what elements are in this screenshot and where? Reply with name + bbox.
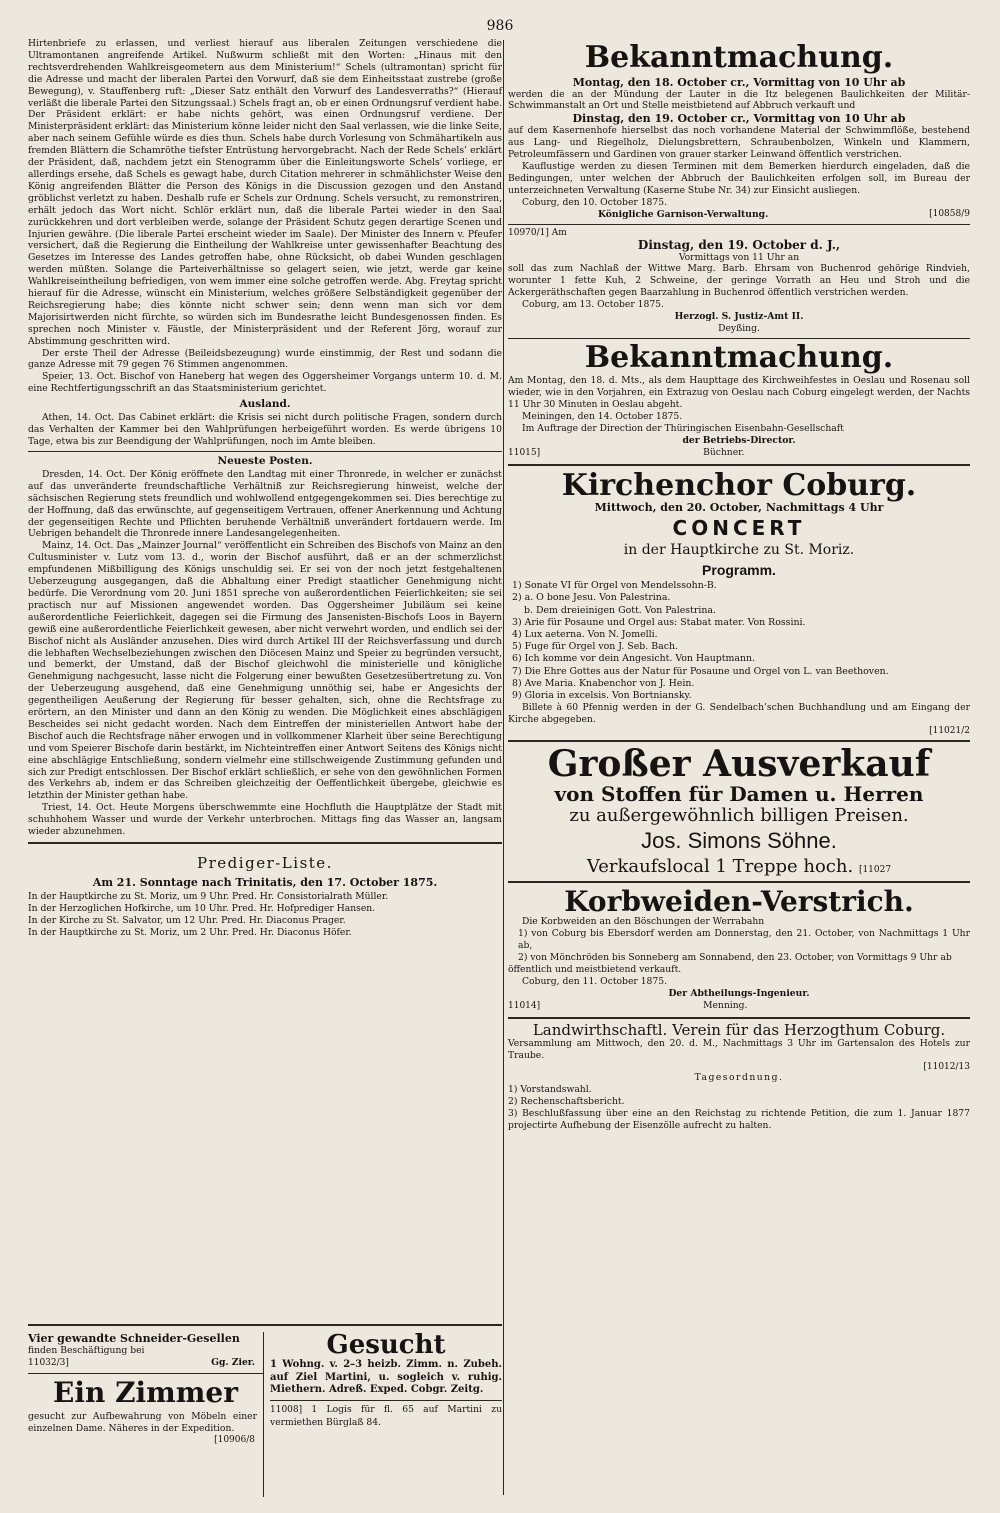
amt-signature: Herzogl. S. Justiz-Amt II. bbox=[674, 311, 804, 323]
bekanntmachung-title: Bekanntmachung. bbox=[584, 40, 894, 75]
page-number: 986 bbox=[486, 18, 514, 34]
divider bbox=[28, 1324, 502, 1326]
programm-list bbox=[508, 580, 970, 702]
bek1-date1: Montag, den 18. October cr., Vormittag von 10 Uhr ab bbox=[572, 75, 906, 89]
bek2-auftrag: Im Auftrage der Direction der Thüringischen Eisenbahn-Gesellschaft bbox=[522, 423, 844, 435]
korb-signature: Der Abtheilungs-Ingenieur. bbox=[668, 987, 810, 999]
ausverkauf-firm: Jos. Simons Söhne. bbox=[641, 827, 837, 853]
article-text: Triest, 14. Oct. Heute Morgens überschwemmte eine Hochfluth die Hauptplätze der Stadt mit schuhhohem Wasser und wurde der Verkehr unterbrochen. Mittags fing das Wasser an, langsam wieder abzunehmen. bbox=[28, 802, 502, 838]
bek1-signature: Königliche Garnison-Verwaltung. bbox=[598, 208, 769, 220]
left-column bbox=[28, 38, 502, 939]
schneider-footer bbox=[28, 1357, 263, 1370]
bek1-text: auf dem Kasernenhofe hierselbst das noch vorhandene Material der Schwimmflöße, bestehend aus Lang- und Riegelholz, Dielungsbrettern, Schraubenbolzen, Winkeln und Klammern, Petroleumfässern und Gardinen von grauer starker Leinwand öffentlich verstrichen. bbox=[508, 125, 970, 161]
verein-title: Landwirthschaftl. Verein für das Herzogthum Coburg. bbox=[532, 1020, 946, 1039]
section-heading-neueste: Neueste Posten. bbox=[217, 454, 313, 467]
programm-item: 3) Arie für Posaune und Orgel aus: Stabat mater. Von Rossini. bbox=[512, 616, 806, 628]
logis-text: 1 Logis für fl. 65 auf Martini zu vermiethen Bürglaß 84. bbox=[270, 1403, 502, 1428]
divider bbox=[508, 740, 970, 742]
verein-text: Versammlung am Mittwoch, den 20. d. M., Nachmittags 3 Uhr im Gartensalon des Hotels zur Traube. bbox=[508, 1038, 970, 1062]
amt-ref: 10970/1] Am bbox=[508, 227, 567, 238]
korb-name: Menning. bbox=[703, 999, 748, 1011]
divider bbox=[508, 338, 970, 339]
bek1-date: Coburg, den 10. October 1875. bbox=[522, 196, 667, 208]
bek2-name: Büchner. bbox=[703, 446, 745, 458]
programm-item: 9) Gloria in excelsis. Von Bortniansky. bbox=[512, 690, 692, 702]
bek2-text: Am Montag, den 18. d. Mts., als dem Haupttage des Kirchweihfestes in Oeslau und Rosenau soll wieder, wie in den Vorjahren, ein Extrazug von Oeslau nach Coburg eingelegt werden, der Nachts 11 Uhr 30 Minuten in Oeslau abgeht. bbox=[508, 375, 970, 411]
programm-item: 4) Lux aeterna. Von N. Jomelli. bbox=[512, 629, 658, 641]
bek2-date: Meiningen, den 14. October 1875. bbox=[522, 411, 683, 423]
ausverkauf-line2: von Stoffen für Damen u. Herren bbox=[554, 781, 924, 806]
divider bbox=[270, 1400, 502, 1401]
korb-outro: öffentlich und meistbietend verkauft. bbox=[508, 963, 682, 975]
tagesordnung-heading: Tagesordnung. bbox=[694, 1072, 784, 1084]
ausverkauf-line3: zu außergewöhnlich billigen Preisen. bbox=[569, 804, 909, 826]
amt-place-date: Coburg, am 13. October 1875. bbox=[522, 299, 664, 311]
ausverkauf-line5: Verkaufslocal 1 Treppe hoch. bbox=[586, 855, 854, 877]
article-text: Dresden, 14. Oct. Der König eröffnete den Landtag mit einer Thronrede, in welcher er zunächst auf das unveränderte freundschaftliche Verhältniß zur Reichsregierung hinweist, welche der sächsischen Regierung stets freundlich und wohlwollend entgegengekommen sei. Dies berechtige zu der Hoffnung, daß das erwünschte, auf gegenseitigem Vertrauen, offener Anerkennung und Achtung der gegenseitigen Rechte und Pflichten beruhende Verhältniß unverändert fortdauern werde. Im Uebrigen behandelt die Thronrede innere Landesangelegenheiten. bbox=[28, 468, 502, 540]
schneider-heading: Vier gewandte Schneider-Gesellen bbox=[28, 1332, 240, 1345]
programm-item: 1) Sonate VI für Orgel von Mendelssohn-B. bbox=[512, 580, 717, 592]
programm-item: 6) Ich komme vor dein Angesicht. Von Hauptmann. bbox=[512, 653, 756, 665]
billete-text: Billete à 60 Pfennig werden in der G. Sendelbach’schen Buchhandlung und am Eingang der Kirche abgegeben. bbox=[508, 702, 970, 726]
bekanntmachung2-title: Bekanntmachung. bbox=[584, 339, 894, 375]
korb-date: Coburg, den 11. October 1875. bbox=[522, 975, 667, 987]
korb-footer bbox=[508, 1000, 970, 1013]
ausverkauf-ref: [11027 bbox=[858, 864, 892, 875]
korb-ref: 11014] bbox=[508, 1000, 541, 1011]
bek2-ref: 11015] bbox=[508, 447, 541, 458]
kirchenchor-ref: [11021/2 bbox=[929, 726, 970, 737]
section-heading-ausland: Ausland. bbox=[239, 398, 291, 411]
divider bbox=[28, 842, 502, 844]
divider bbox=[508, 464, 970, 466]
tagesordnung-item: 1) Vorstandswahl. bbox=[508, 1084, 592, 1095]
programm-item: b. Dem dreieinigen Gott. Von Palestrina. bbox=[524, 604, 716, 616]
article-text: Der erste Theil der Adresse (Beileidsbezeugung) wurde einstimmig, der Rest und sodann die ganze Adresse mit 79 gegen 76 Stimmen angenommen. bbox=[28, 347, 502, 371]
prediger-line: In der Hauptkirche zu St. Moriz, um 9 Uhr. Pred. Hr. Consistorialrath Müller. bbox=[28, 891, 389, 902]
kirchenchor-title: Kirchenchor Coburg. bbox=[561, 467, 917, 503]
bek2-footer bbox=[508, 447, 970, 460]
korb-intro: Die Korbweiden an den Böschungen der Werrabahn bbox=[522, 916, 765, 928]
prediger-line: In der Hauptkirche zu St. Moriz, um 2 Uhr. Pred. Hr. Diaconus Höfer. bbox=[28, 926, 352, 938]
bek2-signature: der Betriebs-Director. bbox=[682, 434, 796, 446]
prediger-line: In der Kirche zu St. Salvator, um 12 Uhr. Pred. Hr. Diaconus Prager. bbox=[28, 914, 346, 926]
schneider-ref: 11032/3] bbox=[28, 1357, 69, 1368]
divider bbox=[508, 1017, 970, 1019]
concert-place: in der Hauptkirche zu St. Moriz. bbox=[623, 542, 855, 559]
tagesordnung-item: 2) Rechenschaftsbericht. bbox=[508, 1095, 625, 1107]
article-text: Hirtenbriefe zu erlassen, und verliest hierauf aus liberalen Zeitungen verschiedene die Ultramontanen angreifende Artikel. Nußwurm schließt mit den Worten: „Hinaus mit den rechtsverdrehenden Wahlkreisgeometern aus dem Ministerium!“ Schels (ultramontan) spricht für die Adresse und macht der liberalen Partei den Vorwurf, daß sie dem Einheitsstaat zustrebe (große Bewegung), v. Stauffenberg ruft: „Dieser Satz enthält den Vorwurf des Landesverraths?“ (Hierauf verläßt die liberale Partei den Sitzungssaal.) Schels fragt an, ob er einen Ordnungsruf verdient habe. Der Präsident erklärt: er habe nichts gehört, was einen Ordnungsruf verdiene. Der Ministerpräsident erklärt: das Ministerium könne leider nicht den Saal verlassen, wie die linke Seite, aber nach seinem Gefühle würde es dies thun. Schels habe durch Vorlesung von Schmähartikeln aus fremden Blättern die Schamröthe tiefster Entrüstung hervorgebracht. Nach der Rede Schels’ erklärt der Präsident, daß, nachdem jetzt ein Stenogramm über die Einleitungsworte Schels’ vorliege, er allerdings ersehe, daß Schels es gewagt habe, durch Citation mehrerer in schmählichster Weise den König angreifenden Blätter die Person des Königs in die Discussion gezogen und den Anstand gröblichst verletzt zu haben. Deshalb rufe er Schels zur Ordnung. Schels versucht, zu remonstriren, erhält jedoch das Wort nicht. Schlör erklärt nun, daß die liberale Partei wieder in den Saal zurückkehren und dort verbleiben werde, solange der Präsident Schutz gegen derartige Scenen und Injurien gewähre. (Die liberale Partei erscheint wieder im Saale). Der Minister des Innern v. Pfeufer versichert, daß die Regierung die Eintheilung der Wahlkreise unter gewissenhafter Beachtung des Gesetzes im Interesse des Landes getroffen habe, ohne Rücksicht, ob dabei Wunden geschlagen werden müßten. Solange die Parteiverhältnisse so gelagert seien, wie jetzt, werde gar keine Wahlkreiseintheilung befriedigen, von wem immer eine solche getroffen werde. Abg. Freytag spricht hierauf für die Adresse, wünscht ein Ministerium, welches größere Selbständigkeit gegenüber der Reichsregierung habe; dies könnte nicht schwer sein; denn wenn man sich vor dem Majorisirtwerden nicht fürchte, so würden sich im Bundesrathe leicht Bundesgenossen finden. Es sprechen noch Minister v. Fäustle, der Ministerpräsident und der Referent Jörg, worauf zur Abstimmung geschritten wird. bbox=[28, 38, 502, 347]
tagesordnung-item: 3) Beschlußfassung über eine an den Reichstag zu richtende Petition, die zum 1. Januar 1877 projectirte Aufhebung der Eisenzölle aufrecht zu halten. bbox=[508, 1107, 970, 1131]
bek1-text: werden die an der Mündung der Lauter in die Itz belegenen Baulichkeiten der Militär-Schwimmanstalt an Ort und Stelle meistbietend auf Abbruch verkauft und bbox=[508, 88, 970, 112]
zimmer-ref: [10906/8 bbox=[214, 1435, 255, 1446]
article-text: Athen, 14. Oct. Das Cabinet erklärt: die Krisis sei nicht durch politische Fragen, sondern durch das Verhalten der Kammer bei den Wahlprüfungen herbeigeführt worden. Es werde übrigens 10 Tage, etwa bis zur Beendigung der Wahlprüfungen, noch im Amte bleiben. bbox=[28, 412, 502, 447]
concert-heading: CONCERT bbox=[672, 516, 806, 541]
divider bbox=[28, 451, 502, 452]
amt-name: Deyßing. bbox=[718, 323, 760, 334]
amt-text: soll das zum Nachlaß der Wittwe Marg. Barb. Ehrsam von Buchenrod gehörige Rindvieh, worunter 1 fette Kuh, 2 Schweine, der geringe Vorrath an Heu und Stroh und die Ackergeräthschaften gegen Baarzahlung in Buchenrod öffentlich verstrichen werden. bbox=[508, 263, 970, 299]
ads-left bbox=[28, 1332, 264, 1497]
korbweiden-title: Korbweiden-Verstrich. bbox=[564, 884, 914, 918]
bek1-ref: [10858/9 bbox=[929, 208, 970, 219]
verein-ref: [11012/13 bbox=[923, 1062, 970, 1073]
bek1-date2: Dinstag, den 19. October cr., Vormittag von 10 Uhr ab bbox=[572, 112, 906, 126]
concert-date: Mittwoch, den 20. October, Nachmittags 4 Uhr bbox=[594, 501, 884, 515]
schneider-name: Gg. Zier. bbox=[211, 1356, 255, 1368]
programm-item: 5) Fuge für Orgel von J. Seb. Bach. bbox=[512, 641, 678, 653]
gesucht-text: 1 Wohng. v. 2–3 heizb. Zimm. n. Zubeh. auf Ziel Martini, u. sogleich v. ruhig. Miethern. Adreß. Exped. Cobgr. Zeitg. bbox=[270, 1359, 502, 1396]
bek1-text: Kauflustige werden zu diesen Terminen mit dem Bemerken hierdurch eingeladen, daß die Bedingungen, unter welchen der Abbruch der Baulichkeiten erfolgen soll, im Bureau der unterzeichneten Verwaltung (Kaserne Stube Nr. 34) zur Einsicht ausliegen. bbox=[508, 161, 970, 196]
programm-item: 2) a. O bone Jesu. Von Palestrina. bbox=[512, 592, 671, 604]
divider bbox=[508, 224, 970, 225]
prediger-date: Am 21. Sonntage nach Trinitatis, den 17. October 1875. bbox=[92, 876, 438, 889]
logis-ref: 11008] bbox=[270, 1404, 303, 1415]
article-text: Mainz, 14. Oct. Das „Mainzer Journal“ veröffentlicht ein Schreiben des Bischofs von Mainz an den Cultusminister v. Lutz vom 13. d., worin der Bischof ausführt, daß er an der schmerzlichst empfundenen Mißbilligung des Königs unschuldig sei. Er sei von der noch jetzt festgehaltenen Ueberzeugung ausgegangen, daß die Abhaltung einer Predigt staatlicher Genehmigung nicht bedürfe. Die Verordnung vom 20. Juni 1851 spreche von außerordentlichen Feierlichkeiten; sie sei practisch nur auf Missionen angewendet worden. Das Oggersheimer Jubiläum sei keine außerordentliche Feierlichkeit, dagegen sei die Firmung des Jansenisten-Bischofs Loos in Bayern gewiß eine außerordentliche Feierlichkeit gewesen, aber nicht verwehrt worden, und endlich sei der Bischof nicht als Ausländer anzusehen. Dies wird durch Artikel III der Reichsverfassung und durch die lebhaften Wechselbeziehungen zwischen den Diöcesen Mainz und Speier zu begründen versucht, und bemerkt, der Umstand, daß der Bischof gleichwohl die ministerielle und königliche Genehmigung nachgesucht, lasse nicht die Folgerung einer bewußten Gesetzesübertretung zu. Von der Ueberzeugung ausgehend, daß eine Genehmigung unnöthig sei, habe er Angesichts der gegentheiligen Aeußerung der Regierung für besser gehalten, sich, ohne die Rechtsfrage zu erörtern, an den Minister und dann an den König zu wenden. Die Möglichkeit eines abschlägigen Bescheides sei nicht gedacht worden. Nach dem Eintreffen der ministeriellen Antwort habe der Bischof auch die Rechtsfrage näher erwogen und in vollkommener Klarheit über seine Berechtigung und vom Speierer Bischofe darin bestärkt, im Nichteintreffen einer Antwort Seitens des Königs nicht eine abschlägige Entschließung, sondern vielmehr eine stillschweigende Zustimmung gefunden und sich zur Predigt entschlossen. Der Bischof erklärt schließlich, er sehe von den gewöhnlichen Formen des Verkehrs ab, indem er das Schreiben gleichzeitig der Oeffentlichkeit übergebe, gleichwie es letzthin der Minister gethan habe. bbox=[28, 540, 502, 802]
ads-right bbox=[270, 1332, 502, 1429]
ausverkauf-title: Großer Ausverkauf bbox=[547, 743, 931, 786]
small-ads bbox=[28, 1332, 502, 1497]
programm-heading: Programm. bbox=[702, 562, 776, 579]
zimmer-text: gesucht zur Aufbewahrung von Möbeln einer einzelnen Dame. Näheres in der Expedition. bbox=[28, 1411, 257, 1435]
zimmer-heading: Ein Zimmer bbox=[53, 1375, 238, 1409]
bek1-footer bbox=[508, 209, 970, 221]
korb-item: 2) von Mönchröden bis Sonneberg am Sonnabend, den 23. October, von Vormittags 9 Uhr ab bbox=[518, 952, 952, 963]
article-text: Speier, 13. Oct. Bischof von Haneberg hat wegen des Oggersheimer Vorgangs unterm 10. d. M. eine Rechtfertigungsschrift an das Staatsministerium gerichtet. bbox=[28, 371, 502, 395]
schneider-text: finden Beschäftigung bei bbox=[28, 1345, 145, 1356]
divider bbox=[28, 1373, 263, 1374]
logis-ad bbox=[270, 1404, 502, 1429]
amt-time: Vormittags von 11 Uhr an bbox=[678, 251, 800, 263]
prediger-title: Prediger-Liste. bbox=[197, 854, 333, 872]
right-column bbox=[508, 38, 970, 1132]
programm-item: 7) Die Ehre Gottes aus der Natur für Posaune und Orgel von L. van Beethoven. bbox=[512, 665, 889, 677]
ausverkauf-location bbox=[508, 856, 970, 877]
programm-item: 8) Ave Maria. Knabenchor von J. Hein. bbox=[512, 677, 695, 689]
divider bbox=[508, 881, 970, 883]
gesucht-heading: Gesucht bbox=[326, 1330, 446, 1360]
prediger-line: In der Herzoglichen Hofkirche, um 10 Uhr. Pred. Hr. Hofprediger Hansen. bbox=[28, 902, 376, 914]
amt-date: Dinstag, den 19. October d. J., bbox=[637, 237, 841, 252]
korb-item: 1) von Coburg bis Ebersdorf werden am Donnerstag, den 21. October, von Nachmittags 1 Uhr ab, bbox=[518, 928, 970, 952]
column-divider bbox=[503, 40, 504, 1495]
